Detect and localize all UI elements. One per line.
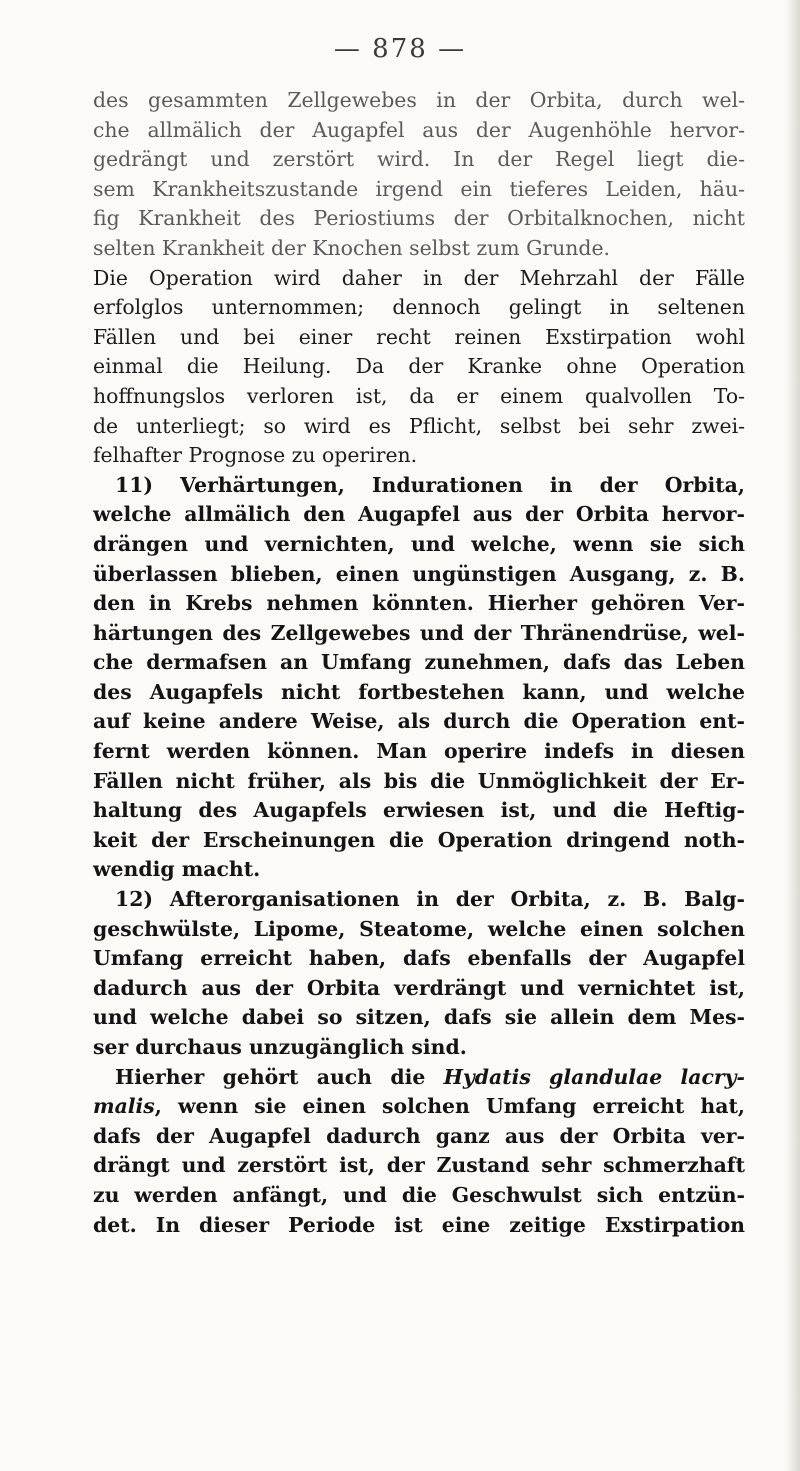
text-line: überlassen blieben, einen ungünstigen Ausgang, z. B. [93, 561, 745, 586]
text-segment: , wenn sie einen solchen Umfang erreicht hat, [154, 1094, 745, 1119]
text-line: geschwülste, Lipome, Steatome, welche einen solchen [93, 916, 745, 941]
text-line: zu werden anfängt, und die Geschwulst sich entzün- [93, 1182, 745, 1207]
text-line: welche allmälich den Augapfel aus der Orbita hervor- [93, 502, 745, 527]
text-line: Fällen und bei einer recht reinen Exstirpation wohl [93, 324, 745, 349]
text-line: Fällen nicht früher, als bis die Unmöglichkeit der Er- [93, 768, 745, 793]
text-line: dafs der Augapfel dadurch ganz aus der Orbita ver- [93, 1123, 745, 1148]
text-line: ser durchaus unzugänglich sind. [93, 1035, 467, 1059]
text-line: fernt werden können. Man operire indefs in diesen [93, 739, 745, 764]
text-line: 12) Afterorganisationen in der Orbita, z. B. Balg- [115, 887, 745, 912]
italic-term: malis [93, 1094, 155, 1119]
page-edge-shadow [786, 0, 800, 1471]
text-segment: Hierher gehört auch die [115, 1064, 444, 1089]
text-line: gedrängt und zerstört wird. In der Regel liegt die- [93, 147, 745, 172]
text-line: che allmälich der Augapfel aus der Augenhöhle hervor- [93, 117, 745, 142]
text-line: und welche dabei so sitzen, dafs sie allein dem Mes- [93, 1005, 745, 1030]
text-line-with-italic [93, 1063, 745, 1093]
text-line: keit der Erscheinungen die Operation dringend noth- [93, 827, 745, 852]
text-line: haltung des Augapfels erwiesen ist, und die Heftig- [93, 798, 745, 823]
text-line: dadurch aus der Orbita verdrängt und vernichtet ist, [93, 975, 745, 1000]
text-line: hoffnungslos verloren ist, da er einem qualvollen To- [93, 383, 745, 408]
text-line: sem Krankheitszustande irgend ein tieferes Leiden, häu- [93, 176, 745, 201]
text-line: des gesammten Zellgewebes in der Orbita, durch wel- [93, 88, 745, 112]
body-text [93, 86, 745, 1240]
text-line: den in Krebs nehmen könnten. Hierher gehören Ver- [93, 591, 745, 616]
text-line: Umfang erreicht haben, dafs ebenfalls der Augapfel [93, 946, 745, 971]
text-line: Die Operation wird daher in der Mehrzahl der Fälle [93, 265, 745, 290]
text-line-with-italic [93, 1092, 745, 1122]
text-line: fig Krankheit des Periostiums der Orbitalknochen, nicht [93, 206, 745, 231]
page-number-header: — 878 — [333, 34, 467, 64]
text-line: einmal die Heilung. Da der Kranke ohne Operation [93, 354, 745, 379]
text-line: selten Krankheit der Knochen selbst zum Grunde. [93, 235, 611, 260]
text-line: det. In dieser Periode ist eine zeitige Exstirpation [93, 1212, 745, 1237]
text-line: 11) Verhärtungen, Indurationen in der Orbita, [115, 472, 745, 497]
text-line: wendig macht. [93, 857, 261, 882]
text-line: härtungen des Zellgewebes und der Thränendrüse, wel- [93, 620, 745, 645]
text-line: erfolglos unternommen; dennoch gelingt in seltenen [93, 295, 745, 320]
text-line: che dermafsen an Umfang zunehmen, dafs das Leben [93, 650, 745, 675]
text-line: drängen und vernichten, und welche, wenn sie sich [93, 531, 745, 556]
italic-term: Hydatis glandulae lacry- [443, 1064, 745, 1089]
text-line: de unterliegt; so wird es Pflicht, selbst bei sehr zwei- [93, 413, 745, 438]
text-line: felhafter Prognose zu operiren. [93, 443, 418, 468]
text-line: drängt und zerstört ist, der Zustand sehr schmerzhaft [93, 1153, 745, 1178]
text-line: auf keine andere Weise, als durch die Operation ent- [93, 709, 745, 734]
text-line: des Augapfels nicht fortbestehen kann, und welche [93, 679, 745, 704]
